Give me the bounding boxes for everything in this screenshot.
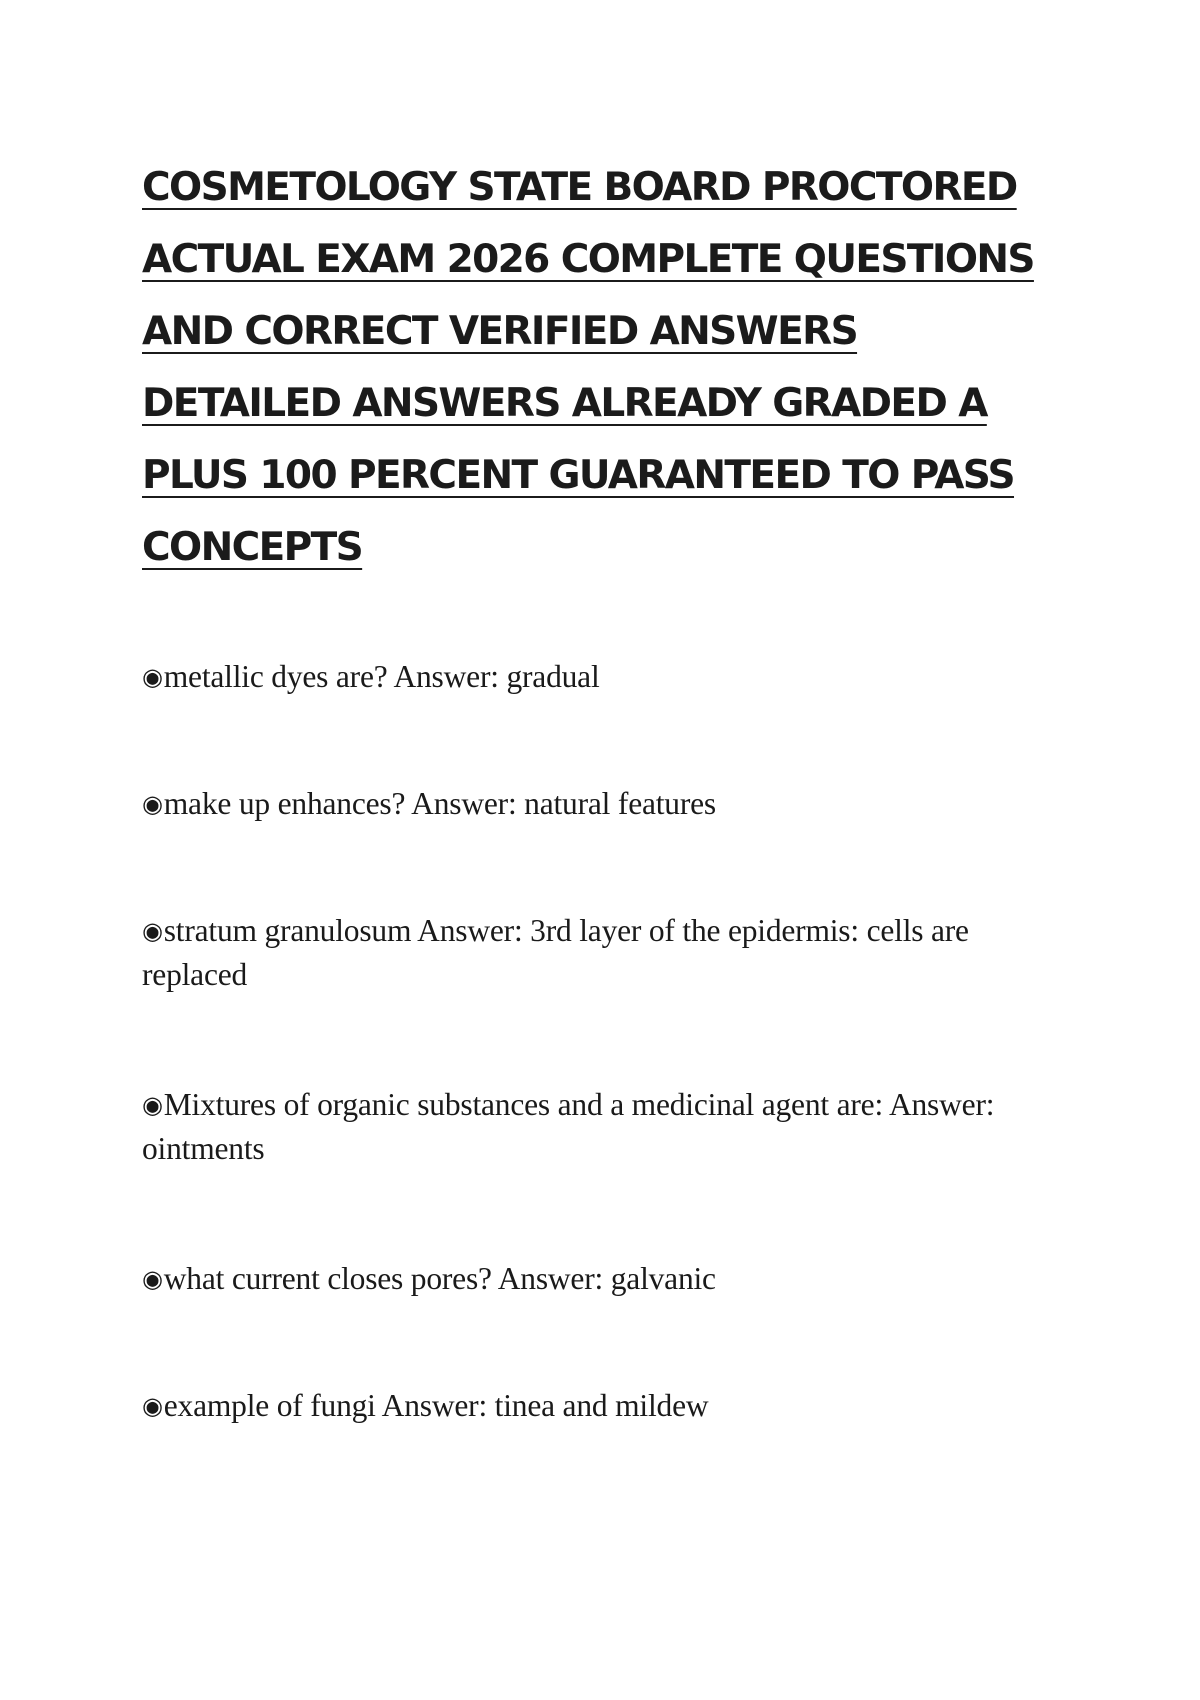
qa-text: Mixtures of organic substances and a medicinal agent are: Answer: ointments [142,1087,995,1166]
qa-item [142,1257,1042,1301]
qa-item [142,655,1042,699]
qa-text: what current closes pores? Answer: galvanic [163,1261,716,1296]
bullet-icon: ◉ [142,917,163,945]
qa-text: example of fungi Answer: tinea and mildew [163,1388,709,1423]
qa-text: make up enhances? Answer: natural features [163,786,716,821]
bullet-icon: ◉ [142,1091,163,1119]
bullet-icon: ◉ [142,1392,163,1420]
qa-item [142,1083,1042,1171]
bullet-icon: ◉ [142,663,163,691]
qa-item [142,782,1042,826]
qa-item [142,1384,1042,1428]
qa-item [142,909,1042,997]
qa-text: stratum granulosum Answer: 3rd layer of the epidermis: cells are replaced [142,913,969,992]
document-title: COSMETOLOGY STATE BOARD PROCTORED ACTUAL EXAM 2026 COMPLETE QUESTIONS AND CORRECT VERIFIED ANSWERS DETAILED ANSWERS ALREADY GRADED A PLUS 100 PERCENT GUARANTEED TO PASS CONCEPTS [142,165,1034,570]
bullet-icon: ◉ [142,790,163,818]
bullet-icon: ◉ [142,1265,163,1293]
qa-text: metallic dyes are? Answer: gradual [163,659,600,694]
